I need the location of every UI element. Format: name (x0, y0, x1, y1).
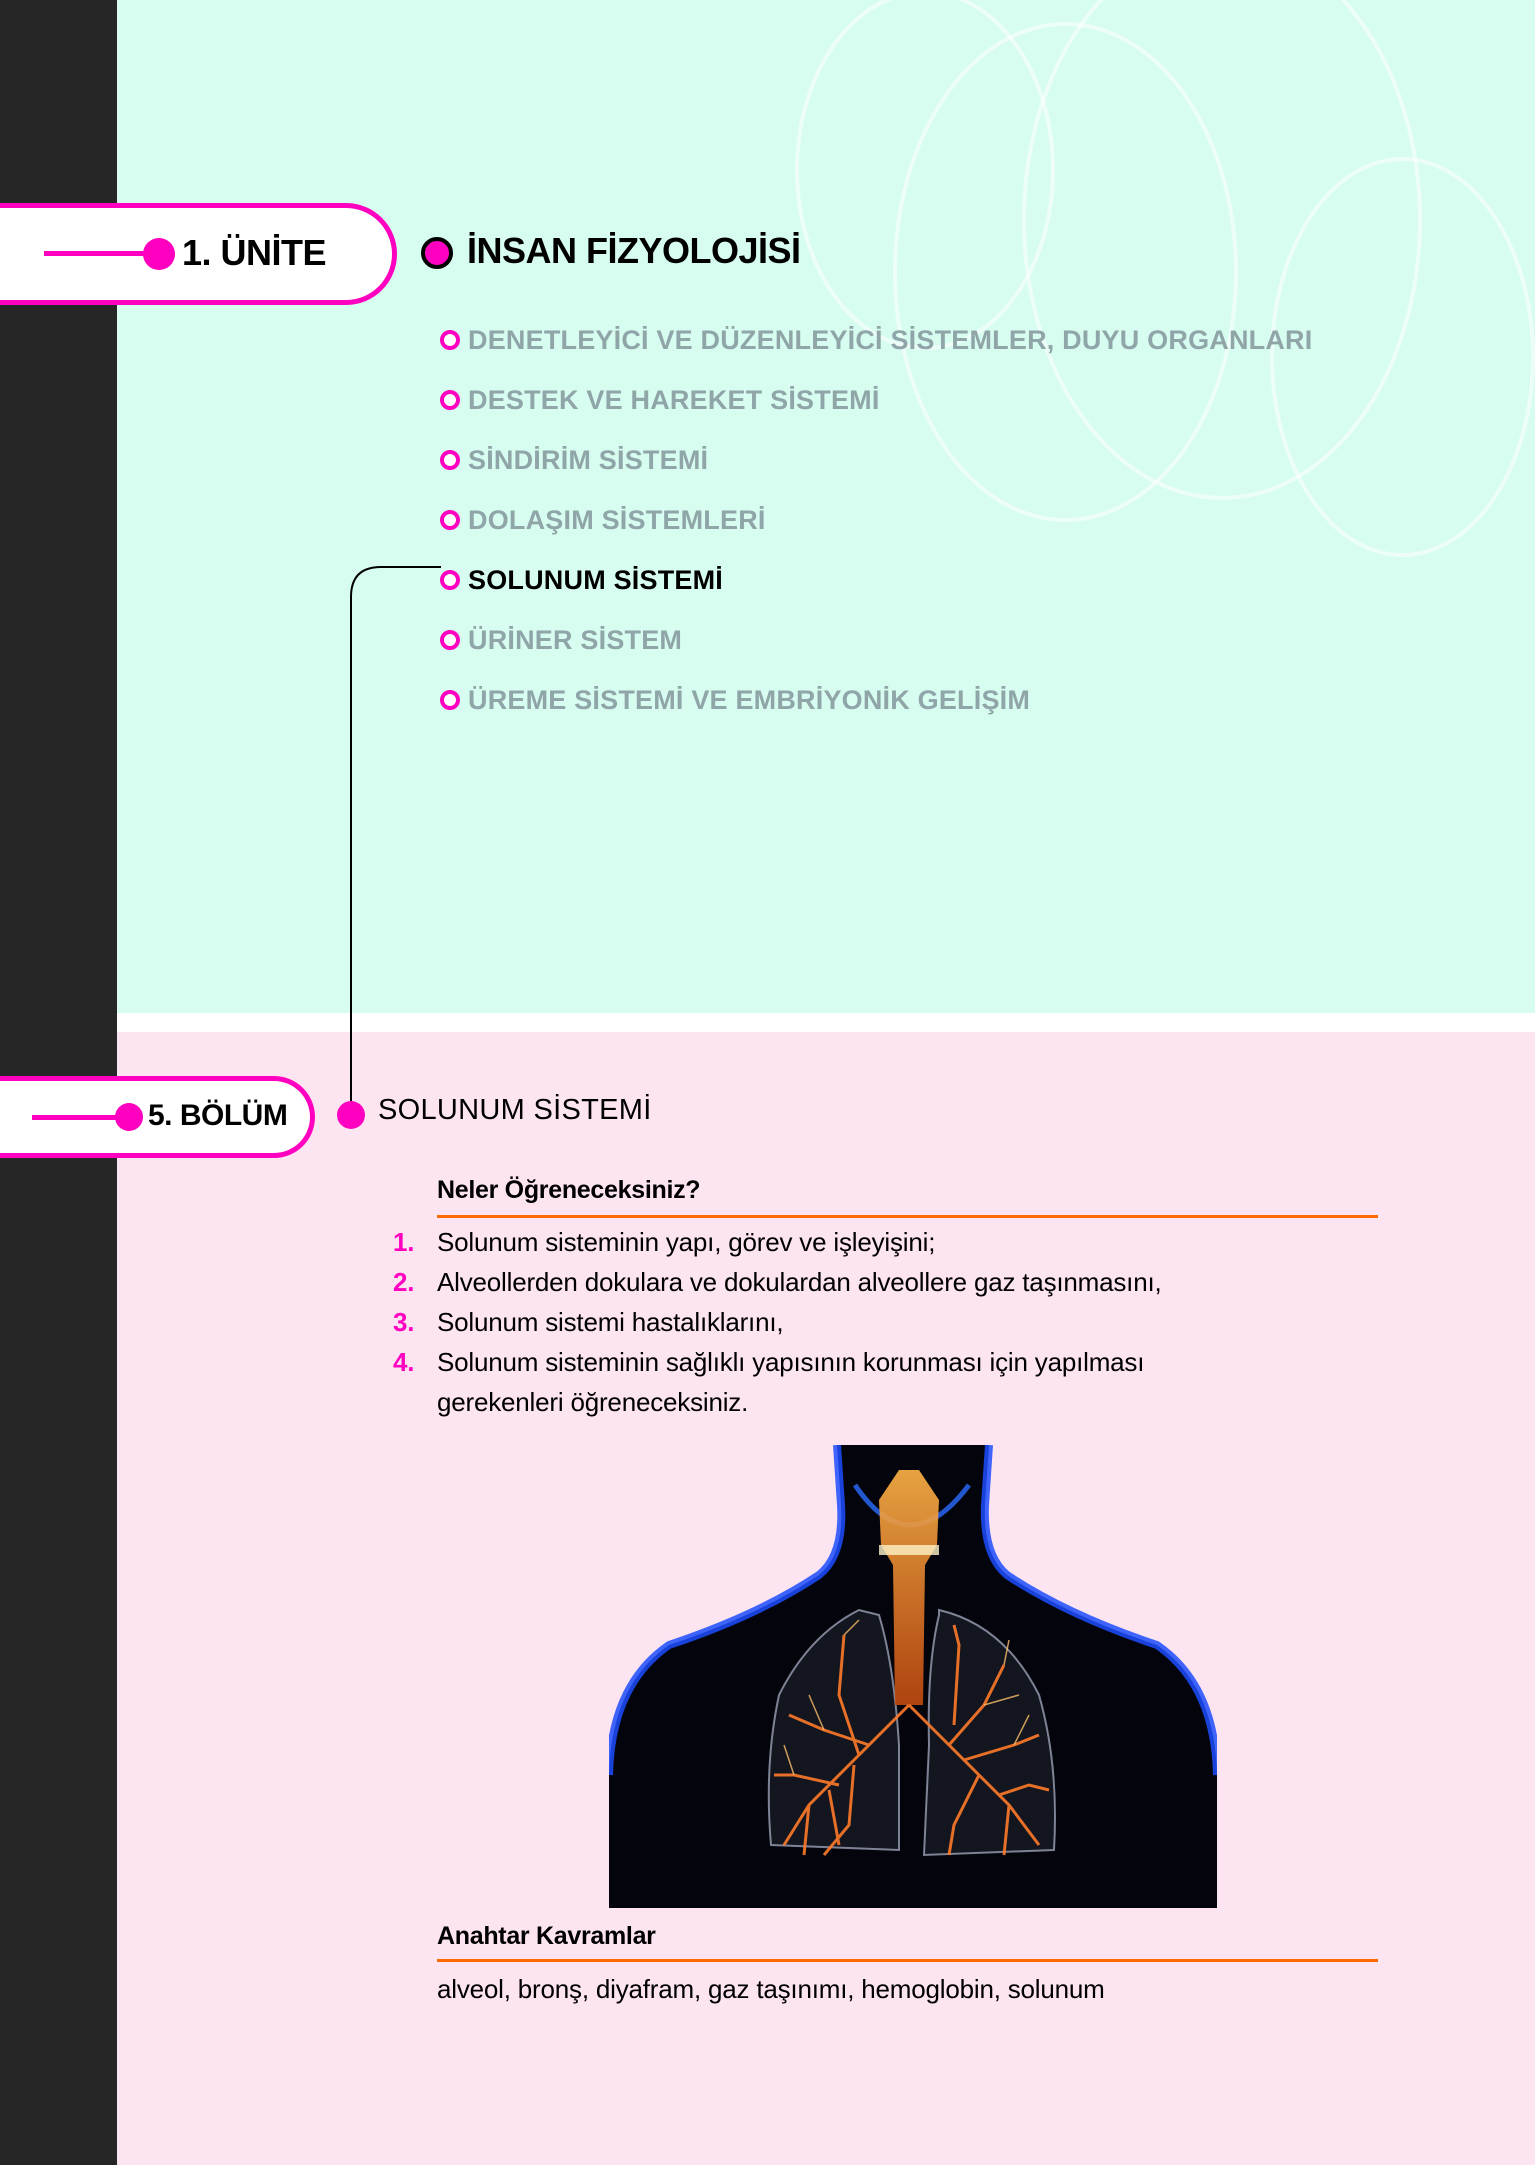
topic-item[interactable] (440, 670, 1312, 730)
objective-number: 1. (393, 1227, 415, 1257)
topic-item-active[interactable] (440, 550, 1312, 610)
topic-label: DESTEK VE HAREKET SİSTEMİ (468, 384, 880, 415)
topic-label: ÜREME SİSTEMİ VE EMBRİYONİK GELİŞİM (468, 684, 1031, 715)
ring-bullet-icon (440, 510, 460, 530)
objectives-heading: Neler Öğreneceksiniz? (437, 1176, 701, 1204)
topic-item[interactable] (440, 490, 1312, 550)
lungs-icon (609, 1445, 1217, 1908)
objective-number: 4. (393, 1347, 415, 1377)
topic-label: SİNDİRİM SİSTEMİ (468, 444, 709, 475)
objective-number: 2. (393, 1267, 415, 1297)
badge-stem (32, 1115, 127, 1120)
objective-item (393, 1222, 1353, 1262)
keywords-rule (437, 1959, 1378, 1962)
ring-bullet-icon (440, 450, 460, 470)
topic-item[interactable] (440, 610, 1312, 670)
topic-item[interactable] (440, 430, 1312, 490)
chapter-bullet-icon (337, 1101, 365, 1129)
unit-topic-list (440, 310, 1312, 730)
objectives-rule (437, 1215, 1378, 1218)
ring-bullet-icon (440, 690, 460, 710)
objectives-list (393, 1222, 1353, 1422)
topic-label: SOLUNUM SİSTEMİ (468, 564, 724, 595)
ring-bullet-icon (440, 630, 460, 650)
badge-dot-icon (143, 238, 175, 270)
badge-dot-icon (115, 1103, 143, 1131)
badge-stem (44, 251, 154, 256)
unit-title: İNSAN FİZYOLOJİSİ (467, 230, 801, 271)
objective-text: Solunum sisteminin sağlıklı yapısının korunması için yapılması gerekenleri öğreneceksiniz. (437, 1347, 1145, 1417)
respiratory-system-illustration (609, 1445, 1217, 1908)
topic-label: DENETLEYİCİ VE DÜZENLEYİCİ SİSTEMLER, DUYU ORGANLARI (468, 324, 1313, 355)
chapter-badge (0, 1076, 315, 1158)
objective-text: Alveollerden dokulara ve dokulardan alveollere gaz taşınmasını, (437, 1267, 1162, 1297)
topic-label: ÜRİNER SİSTEM (468, 624, 683, 655)
objective-item (393, 1262, 1353, 1302)
keywords-heading: Anahtar Kavramlar (437, 1922, 656, 1950)
title-bullet-icon (421, 237, 453, 269)
chapter-title: SOLUNUM SİSTEMİ (378, 1094, 652, 1126)
keywords-text: alveol, bronş, diyafram, gaz taşınımı, hemoglobin, solunum (437, 1974, 1105, 2004)
objective-item (393, 1302, 1353, 1342)
objective-number: 3. (393, 1307, 415, 1337)
objective-item (393, 1342, 1353, 1422)
topic-label: DOLAŞIM SİSTEMLERİ (468, 504, 766, 535)
ring-bullet-icon (440, 570, 460, 590)
ring-bullet-icon (440, 330, 460, 350)
objective-text: Solunum sistemi hastalıklarını, (437, 1307, 784, 1337)
topic-item[interactable] (440, 310, 1312, 370)
objective-text: Solunum sisteminin yapı, görev ve işleyişini; (437, 1227, 936, 1257)
unit-badge-label: 1. ÜNİTE (182, 232, 327, 273)
ring-bullet-icon (440, 390, 460, 410)
unit-badge (0, 203, 397, 305)
topic-item[interactable] (440, 370, 1312, 430)
chapter-badge-label: 5. BÖLÜM (148, 1099, 288, 1132)
